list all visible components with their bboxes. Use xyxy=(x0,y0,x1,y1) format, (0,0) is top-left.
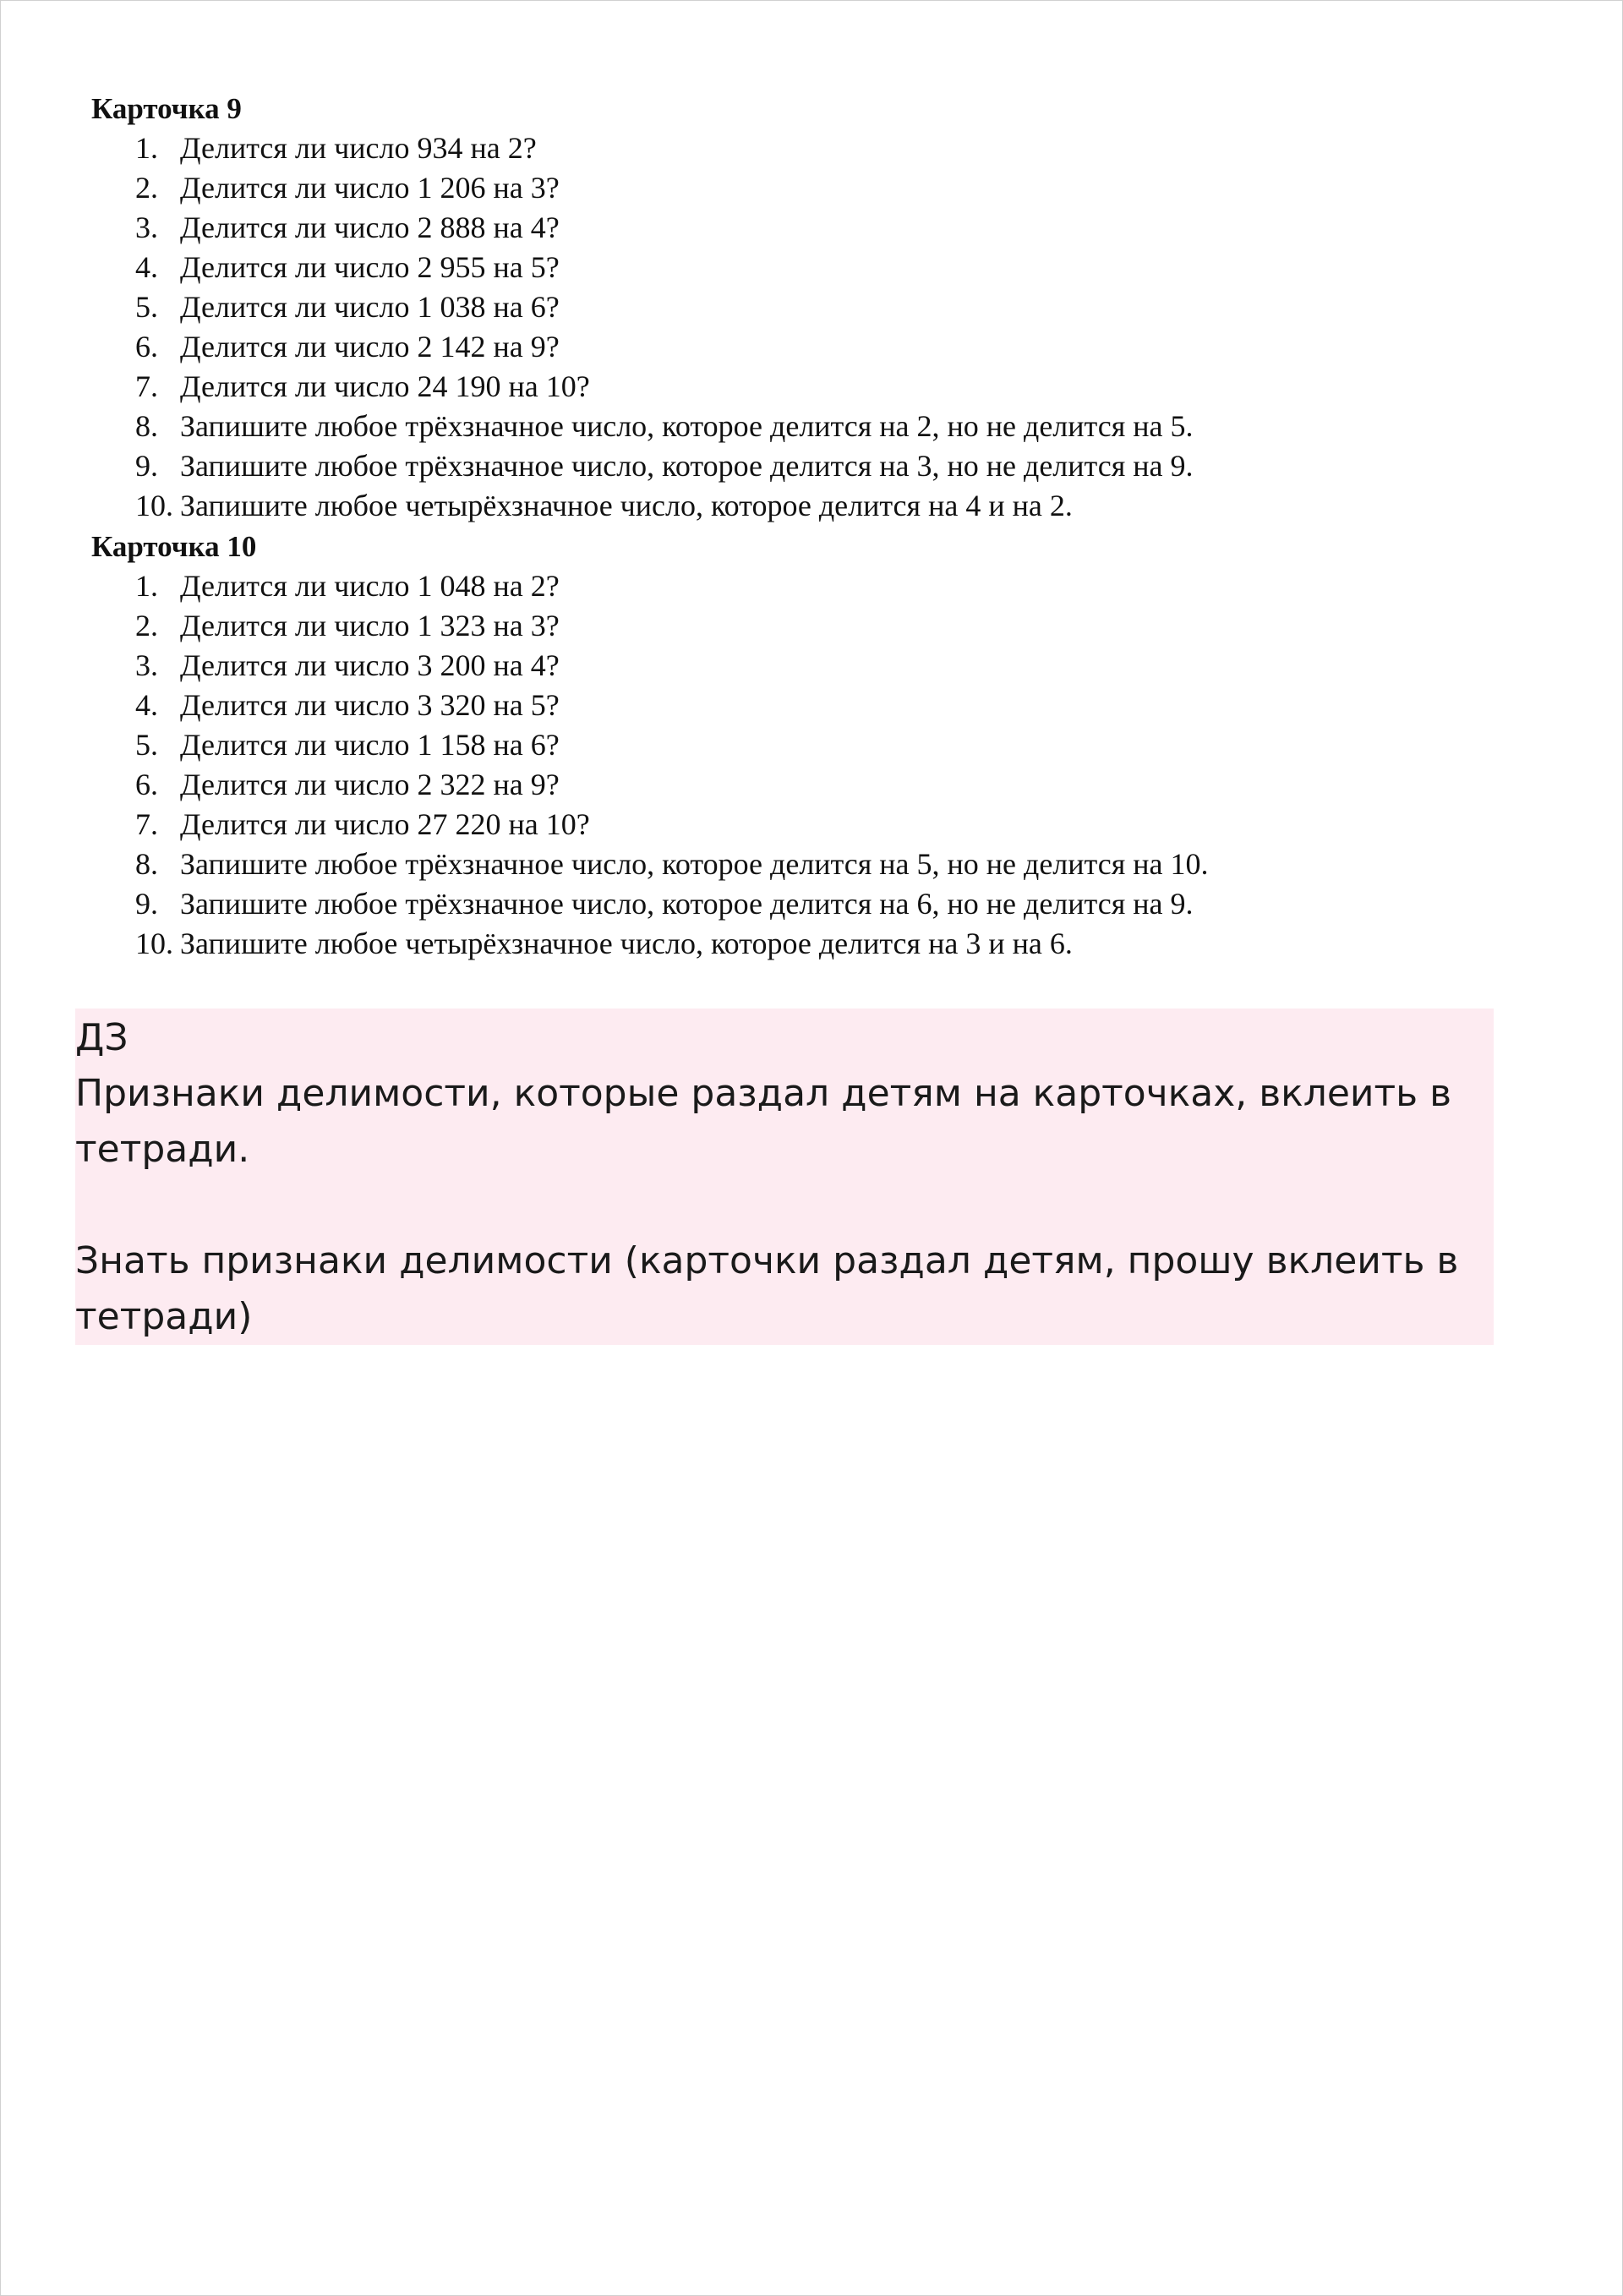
task-item xyxy=(91,128,1444,168)
task-number: 5. xyxy=(135,290,158,324)
task-text: Делится ли число 1 038 на 6? xyxy=(180,290,560,324)
task-number: 6. xyxy=(135,768,158,801)
task-number: 5. xyxy=(135,728,158,762)
homework-text-line: тетради) xyxy=(75,1295,253,1338)
task-number: 1. xyxy=(135,131,158,165)
task-text: Делится ли число 934 на 2? xyxy=(180,131,537,165)
task-text: Делится ли число 3 320 на 5? xyxy=(180,688,560,722)
task-item xyxy=(91,208,1444,248)
task-item xyxy=(91,446,1444,486)
task-number: 2. xyxy=(135,609,158,642)
task-text: Делится ли число 2 955 на 5? xyxy=(180,250,560,284)
task-text: Делится ли число 1 323 на 3? xyxy=(180,609,560,642)
task-number: 9. xyxy=(135,887,158,921)
task-text: Запишите любое трёхзначное число, которое делится на 6, но не делится на 9. xyxy=(180,887,1194,921)
task-number: 3. xyxy=(135,210,158,244)
task-list xyxy=(91,566,1444,964)
task-item xyxy=(91,327,1444,367)
task-text: Делится ли число 3 200 на 4? xyxy=(180,648,560,682)
task-text: Делится ли число 24 190 на 10? xyxy=(180,369,590,403)
card-9 xyxy=(91,89,1444,526)
homework-text-line: Знать признаки делимости (карточки раздал детям, прошу вклеить в xyxy=(75,1239,1459,1282)
homework-text-line: Признаки делимости, которые раздал детям на карточках, вклеить в xyxy=(75,1072,1451,1115)
task-list xyxy=(91,128,1444,526)
task-number: 6. xyxy=(135,330,158,364)
task-item xyxy=(91,924,1444,964)
task-item xyxy=(91,765,1444,805)
task-number: 8. xyxy=(135,409,158,443)
task-text: Делится ли число 1 048 на 2? xyxy=(180,569,560,603)
task-text: Делится ли число 27 220 на 10? xyxy=(180,807,590,841)
card-10 xyxy=(91,527,1444,964)
task-text: Запишите любое четырёхзначное число, которое делится на 3 и на 6. xyxy=(180,927,1073,960)
task-item xyxy=(91,367,1444,407)
task-item xyxy=(91,248,1444,287)
task-text: Делится ли число 2 142 на 9? xyxy=(180,330,560,364)
task-item xyxy=(91,287,1444,327)
task-text: Запишите любое трёхзначное число, которое делится на 3, но не делится на 9. xyxy=(180,449,1194,483)
homework-text-line: тетради. xyxy=(75,1128,250,1171)
task-text: Запишите любое четырёхзначное число, которое делится на 4 и на 2. xyxy=(180,489,1073,522)
task-number: 10. xyxy=(135,489,173,522)
card-title: Карточка 10 xyxy=(91,530,257,563)
task-number: 2. xyxy=(135,171,158,205)
task-number: 3. xyxy=(135,648,158,682)
task-item xyxy=(91,486,1444,526)
task-item xyxy=(91,884,1444,924)
task-item xyxy=(91,606,1444,646)
task-text: Запишите любое трёхзначное число, которое делится на 2, но не делится на 5. xyxy=(180,409,1194,443)
task-item xyxy=(91,566,1444,606)
task-text: Делится ли число 2 888 на 4? xyxy=(180,210,560,244)
card-title: Карточка 9 xyxy=(91,92,242,125)
task-number: 7. xyxy=(135,369,158,403)
task-item xyxy=(91,805,1444,845)
task-text: Делится ли число 1 206 на 3? xyxy=(180,171,560,205)
task-number: 1. xyxy=(135,569,158,603)
task-number: 4. xyxy=(135,250,158,284)
homework-title: ДЗ xyxy=(75,1016,128,1059)
task-item xyxy=(91,407,1444,446)
task-item xyxy=(91,686,1444,725)
task-number: 4. xyxy=(135,688,158,722)
task-number: 8. xyxy=(135,847,158,881)
task-text: Запишите любое трёхзначное число, которое делится на 5, но не делится на 10. xyxy=(180,847,1209,881)
task-text: Делится ли число 2 322 на 9? xyxy=(180,768,560,801)
task-item xyxy=(91,845,1444,884)
task-number: 10. xyxy=(135,927,173,960)
task-number: 7. xyxy=(135,807,158,841)
task-text: Делится ли число 1 158 на 6? xyxy=(180,728,560,762)
task-number: 9. xyxy=(135,449,158,483)
homework-block xyxy=(75,1009,1494,1345)
task-item xyxy=(91,646,1444,686)
task-item xyxy=(91,725,1444,765)
task-item xyxy=(91,168,1444,208)
